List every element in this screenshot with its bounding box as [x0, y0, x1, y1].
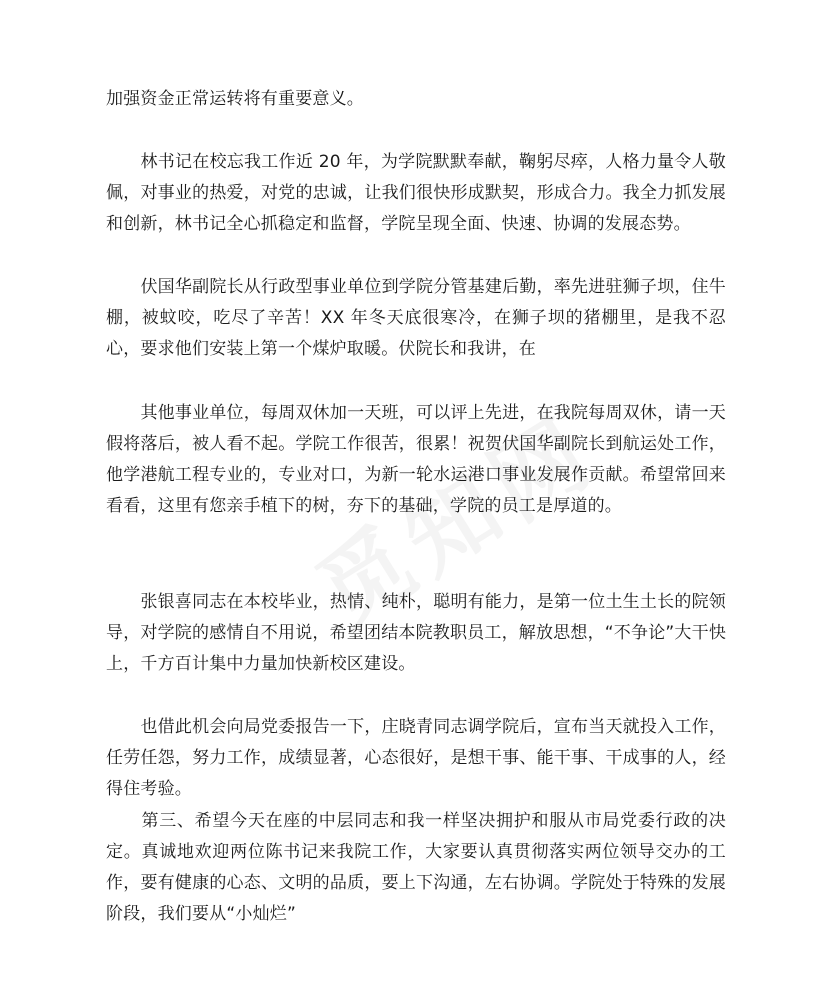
paragraph-5: 张银喜同志在本校毕业，热情、纯朴，聪明有能力，是第一位土生土长的院领导，对学院的感情自不用说，希望团结本院教职员工，解放思想，“不争论”大干快上，千方百计集中力量加快新校区建设。 [106, 592, 727, 674]
paragraph-6: 也借此机会向局党委报告一下，庄晓青同志调学院后，宣布当天就投入工作，任劳任怨，努力工作，成绩显著，心态很好，是想干事、能干事、干成事的人，经得住考验。 [106, 717, 726, 799]
paragraph-2: 林书记在校忘我工作近 20 年，为学院默默奉献，鞠躬尽瘁，人格力量令人敬佩，对事业的热爱，对党的忠诚，让我们很快形成默契，形成合力。我全力抓发展和创新，林书记全心抓稳定和监督，学院呈现全面、快速、协调的发展态势。 [106, 152, 726, 234]
paragraph-3: 伏国华副院长从行政型事业单位到学院分管基建后勤，率先进驻狮子坝，住牛棚，被蚊咬，吃尽了辛苦！XX 年冬天底很寒冷，在狮子坝的猪棚里，是我不忍心，要求他们安装上第一个煤炉取暖。伏院长和我讲，在 [106, 277, 726, 359]
paragraph-7: 第三、希望今天在座的中层同志和我一样坚决拥护和服从市局党委行政的决定。真诚地欢迎两位陈书记来我院工作，大家要认真贯彻落实两位领导交办的工作，要有健康的心态、文明的品质，要上下沟通，左右协调。学院处于特殊的发展阶段，我们要从“小灿烂” [106, 811, 726, 924]
paragraph-4: 其他事业单位，每周双休加一天班，可以评上先进，在我院每周双休，请一天假将落后，被人看不起。学院工作很苦，很累！祝贺伏国华副院长到航运处工作，他学港航工程专业的，专业对口，为新一轮水运港口事业发展作贡献。希望常回来看看，这里有您亲手植下的树，夯下的基础，学院的员工是厚道的。 [106, 403, 726, 516]
paragraph-1: 加强资金正常运转将有重要意义。 [106, 89, 364, 109]
